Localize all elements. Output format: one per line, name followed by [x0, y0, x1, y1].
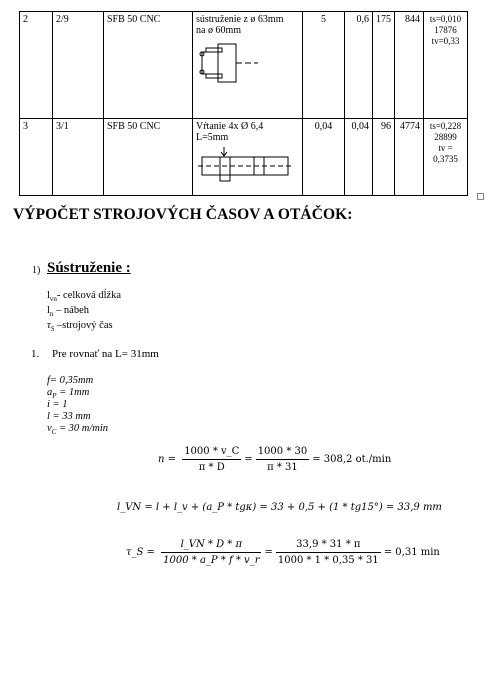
section-title: Sústruženie :: [47, 260, 131, 276]
param-text: = 1mm: [56, 387, 90, 398]
def-sub: vn: [49, 295, 57, 304]
fraction: [182, 446, 241, 473]
fraction-denominator: 1000 * 1 * 0,35 * 31: [277, 555, 379, 566]
def-symbol: l: [47, 290, 50, 301]
cell-n: 175: [373, 12, 395, 119]
desc-line: na ø 60mm: [196, 25, 241, 36]
param-symbol: v: [47, 423, 52, 434]
cell-description: [193, 12, 303, 119]
fraction-numerator: 33,9 * 31 * π: [276, 539, 381, 553]
cell-l: 4774: [395, 119, 424, 196]
param-symbol: f: [47, 375, 50, 386]
cell-op: 2/9: [53, 12, 104, 119]
definition-line: [47, 320, 113, 333]
cell-n: 96: [373, 119, 395, 196]
cell-no: 2: [20, 12, 53, 119]
section-number: 1): [32, 265, 41, 276]
formula-result: = 0,31 min: [383, 547, 440, 558]
fraction-denominator: π * 31: [267, 462, 298, 473]
cell-ap: 0,6: [345, 12, 373, 119]
fraction-numerator: l_VN * D * π: [161, 539, 261, 553]
fraction-numerator: 1000 * v_C: [182, 446, 241, 460]
ts-line: tv =: [438, 143, 453, 153]
def-symbol: τ: [47, 320, 51, 331]
def-sub: n: [49, 310, 54, 319]
cell-ts: [424, 12, 468, 119]
formula-result: = 308,2 ot./min: [312, 454, 392, 465]
param-text: = 30 m/min: [56, 423, 109, 434]
cell-op: 3/1: [53, 119, 104, 196]
operations-table: [19, 11, 468, 196]
formula-length: l_VN = l + l_v + (a_P * tgκ) = 33 + 0,5 + (1 * tg15°) = 33,9 mm: [117, 502, 442, 513]
ts-line: ts=0,228: [429, 121, 462, 131]
fraction: [276, 539, 381, 566]
fraction: [161, 539, 261, 566]
table-row: [20, 119, 468, 196]
cell-machine: SFB 50 CNC: [104, 119, 193, 196]
fraction: [256, 446, 310, 473]
def-text: –strojový čas: [54, 320, 113, 331]
param-sub: C: [51, 428, 57, 437]
ts-line: tv=0,33: [431, 36, 460, 46]
cell-description: [193, 119, 303, 196]
cell-l: 844: [395, 12, 424, 119]
fraction-denominator: 1000 * a_P * f * v_r: [163, 555, 260, 566]
param-symbol: i: [47, 399, 50, 410]
turning-sketch: [196, 38, 276, 86]
drilling-sketch: [196, 145, 292, 187]
table-resize-handle[interactable]: [477, 193, 484, 200]
param-text: = 1: [49, 399, 68, 410]
ts-line: 17876: [434, 25, 457, 35]
cell-ts: [424, 119, 468, 196]
param-symbol: a: [47, 387, 53, 398]
definition-line: [47, 305, 89, 318]
ts-line: 28899: [434, 132, 457, 142]
table-row: [20, 12, 468, 119]
ts-line: 0,3735: [433, 154, 458, 164]
desc-line: sústruženie z ø 63mm: [196, 14, 284, 25]
cell-no: 3: [20, 119, 53, 196]
param-text: = 0,35mm: [49, 375, 94, 386]
def-symbol: l: [47, 305, 50, 316]
formula-lhs: τ_S =: [126, 547, 155, 558]
param-sub: P: [52, 392, 57, 401]
param-line: [47, 423, 108, 436]
item-text: Pre rovnať na L= 31mm: [52, 348, 159, 360]
cell-ap: 0,04: [345, 119, 373, 196]
formula-rpm: n = $\frac{1000 * v\_C}{\pi * D}$ = $\frac{1000 * 30}{\pi * 31}$ = 308,2 ot./min: [158, 446, 392, 473]
item-number: 1.: [31, 348, 40, 360]
def-sub: S: [50, 325, 55, 334]
cell-machine: SFB 50 CNC: [104, 12, 193, 119]
def-text: - celková dĺžka: [56, 290, 122, 301]
cell-f: 5: [303, 12, 345, 119]
definition-line: [47, 290, 121, 303]
page-heading: VÝPOČET STROJOVÝCH ČASOV A OTÁČOK:: [13, 206, 353, 223]
fraction-numerator: 1000 * 30: [256, 446, 310, 460]
def-text: – nábeh: [53, 305, 89, 316]
param-text: = 33 mm: [49, 411, 91, 422]
formula-lhs: n =: [158, 454, 176, 465]
fraction-denominator: π * D: [198, 462, 225, 473]
formula-machine-time: τ_S = $\frac{l\_VN * D * \pi}{1000 * a\_P * f * v\_r}$ = $\frac{33,9 * 31 * \pi}{1000 * 1 * 0,35 * 31}$ = 0,31 min: [126, 539, 440, 566]
cell-f: 0,04: [303, 119, 345, 196]
ts-line: ts=0,010: [429, 14, 462, 24]
param-symbol: l: [47, 411, 50, 422]
desc-line: L=5mm: [196, 132, 229, 143]
desc-line: Vŕtanie 4x Ø 6,4: [196, 121, 264, 132]
